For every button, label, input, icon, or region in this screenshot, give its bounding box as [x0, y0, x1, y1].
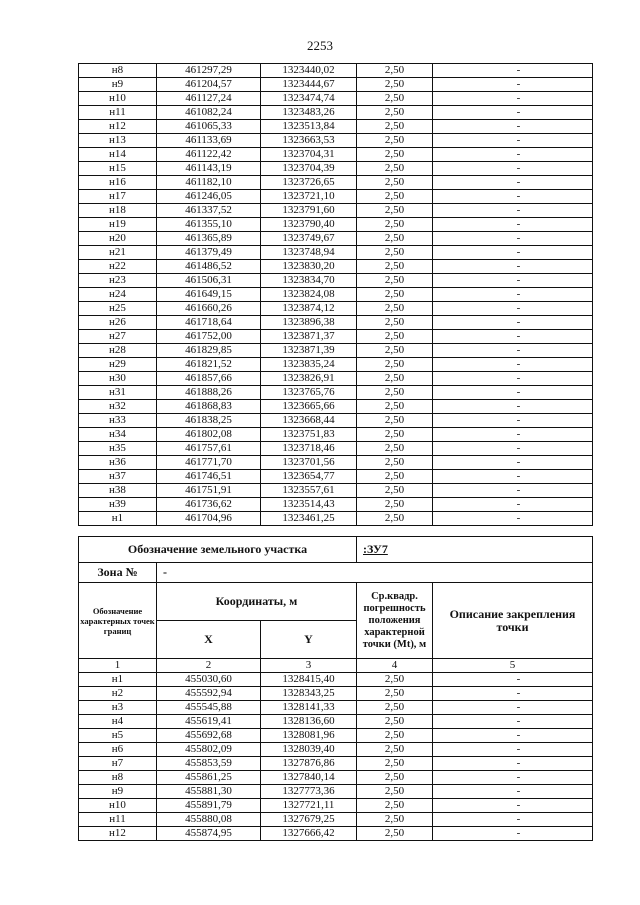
description-cell: - — [433, 687, 593, 701]
x-cell: 461704,96 — [157, 512, 261, 526]
accuracy-cell: 2,50 — [357, 785, 433, 799]
description-cell: - — [433, 785, 593, 799]
y-cell: 1323704,31 — [261, 148, 357, 162]
accuracy-cell: 2,50 — [357, 232, 433, 246]
x-cell: 461379,49 — [157, 246, 261, 260]
y-cell: 1323751,83 — [261, 428, 357, 442]
x-cell: 461718,64 — [157, 316, 261, 330]
x-cell: 461868,83 — [157, 400, 261, 414]
point-id-cell: н30 — [79, 372, 157, 386]
x-cell: 455861,25 — [157, 771, 261, 785]
header-description: Описание закрепления точки — [433, 583, 593, 659]
table-row — [79, 204, 593, 218]
page-number: 2253 — [307, 38, 333, 53]
table-row — [79, 729, 593, 743]
y-cell: 1323513,84 — [261, 120, 357, 134]
y-cell: 1323663,53 — [261, 134, 357, 148]
y-cell: 1323665,66 — [261, 400, 357, 414]
accuracy-cell: 2,50 — [357, 456, 433, 470]
accuracy-cell: 2,50 — [357, 386, 433, 400]
zone-value: - — [157, 563, 593, 583]
description-cell: - — [433, 512, 593, 526]
point-id-cell: н4 — [79, 715, 157, 729]
y-cell: 1323791,60 — [261, 204, 357, 218]
point-id-cell: н21 — [79, 246, 157, 260]
accuracy-cell: 2,50 — [357, 498, 433, 512]
point-id-cell: н1 — [79, 673, 157, 687]
accuracy-cell: 2,50 — [357, 274, 433, 288]
x-cell: 461204,57 — [157, 78, 261, 92]
description-cell: - — [433, 134, 593, 148]
accuracy-cell: 2,50 — [357, 715, 433, 729]
y-cell: 1323718,46 — [261, 442, 357, 456]
x-cell: 455692,68 — [157, 729, 261, 743]
x-cell: 461649,15 — [157, 288, 261, 302]
x-cell: 455030,60 — [157, 673, 261, 687]
table-row — [79, 302, 593, 316]
accuracy-cell: 2,50 — [357, 827, 433, 841]
y-cell: 1323830,20 — [261, 260, 357, 274]
table-row — [79, 120, 593, 134]
x-cell: 455619,41 — [157, 715, 261, 729]
x-cell: 461486,52 — [157, 260, 261, 274]
table-row — [79, 330, 593, 344]
table-row — [79, 260, 593, 274]
description-cell: - — [433, 673, 593, 687]
y-cell: 1327679,25 — [261, 813, 357, 827]
table-row — [79, 470, 593, 484]
y-cell: 1323765,76 — [261, 386, 357, 400]
table-row — [79, 92, 593, 106]
description-cell: - — [433, 232, 593, 246]
point-id-cell: н36 — [79, 456, 157, 470]
table-row — [79, 64, 593, 78]
table-row — [79, 106, 593, 120]
y-cell: 1323514,43 — [261, 498, 357, 512]
accuracy-cell: 2,50 — [357, 414, 433, 428]
description-cell: - — [433, 715, 593, 729]
table-row — [79, 148, 593, 162]
y-cell: 1323726,65 — [261, 176, 357, 190]
description-cell: - — [433, 701, 593, 715]
accuracy-cell: 2,50 — [357, 78, 433, 92]
table-row — [79, 190, 593, 204]
point-id-cell: н17 — [79, 190, 157, 204]
x-cell: 461660,26 — [157, 302, 261, 316]
table-row — [79, 757, 593, 771]
accuracy-cell: 2,50 — [357, 288, 433, 302]
point-id-cell: н34 — [79, 428, 157, 442]
column-number-2: 2 — [157, 659, 261, 673]
description-cell: - — [433, 204, 593, 218]
point-id-cell: н39 — [79, 498, 157, 512]
y-cell: 1323668,44 — [261, 414, 357, 428]
accuracy-cell: 2,50 — [357, 162, 433, 176]
x-cell: 461752,00 — [157, 330, 261, 344]
point-id-cell: н16 — [79, 176, 157, 190]
y-cell: 1323896,38 — [261, 316, 357, 330]
point-id-cell: н8 — [79, 771, 157, 785]
x-cell: 461143,19 — [157, 162, 261, 176]
point-id-cell: н23 — [79, 274, 157, 288]
point-id-cell: н22 — [79, 260, 157, 274]
accuracy-cell: 2,50 — [357, 687, 433, 701]
point-id-cell: н35 — [79, 442, 157, 456]
accuracy-cell: 2,50 — [357, 799, 433, 813]
table-row — [79, 813, 593, 827]
y-cell: 1327840,14 — [261, 771, 357, 785]
accuracy-cell: 2,50 — [357, 134, 433, 148]
y-cell: 1323444,67 — [261, 78, 357, 92]
point-id-cell: н9 — [79, 78, 157, 92]
description-cell: - — [433, 498, 593, 512]
x-cell: 461506,31 — [157, 274, 261, 288]
x-cell: 455874,95 — [157, 827, 261, 841]
description-cell: - — [433, 386, 593, 400]
point-id-cell: н11 — [79, 813, 157, 827]
x-cell: 455891,79 — [157, 799, 261, 813]
table-row — [79, 498, 593, 512]
accuracy-cell: 2,50 — [357, 757, 433, 771]
y-cell: 1323721,10 — [261, 190, 357, 204]
column-number-3: 3 — [261, 659, 357, 673]
coordinates-table-continued — [78, 63, 593, 526]
y-cell: 1327773,36 — [261, 785, 357, 799]
description-cell: - — [433, 92, 593, 106]
point-id-cell: н6 — [79, 743, 157, 757]
accuracy-cell: 2,50 — [357, 190, 433, 204]
table-row — [79, 162, 593, 176]
description-cell: - — [433, 274, 593, 288]
description-cell: - — [433, 372, 593, 386]
description-cell: - — [433, 148, 593, 162]
table-row — [79, 673, 593, 687]
y-cell: 1328141,33 — [261, 701, 357, 715]
column-number-4: 4 — [357, 659, 433, 673]
description-cell: - — [433, 190, 593, 204]
point-id-cell: н12 — [79, 120, 157, 134]
accuracy-cell: 2,50 — [357, 442, 433, 456]
y-cell: 1323834,70 — [261, 274, 357, 288]
point-id-cell: н28 — [79, 344, 157, 358]
accuracy-cell: 2,50 — [357, 484, 433, 498]
accuracy-cell: 2,50 — [357, 106, 433, 120]
table-row — [79, 358, 593, 372]
y-cell: 1327876,86 — [261, 757, 357, 771]
table-row — [79, 414, 593, 428]
description-cell: - — [433, 827, 593, 841]
table-row — [79, 232, 593, 246]
table-row — [79, 218, 593, 232]
table-row — [79, 701, 593, 715]
x-cell: 461771,70 — [157, 456, 261, 470]
y-cell: 1323871,37 — [261, 330, 357, 344]
accuracy-cell: 2,50 — [357, 92, 433, 106]
description-cell: - — [433, 316, 593, 330]
y-cell: 1328039,40 — [261, 743, 357, 757]
description-cell: - — [433, 414, 593, 428]
x-cell: 455881,30 — [157, 785, 261, 799]
accuracy-cell: 2,50 — [357, 64, 433, 78]
x-cell: 455545,88 — [157, 701, 261, 715]
y-cell: 1327666,42 — [261, 827, 357, 841]
y-cell: 1323461,25 — [261, 512, 357, 526]
table-row — [79, 400, 593, 414]
x-cell: 461182,10 — [157, 176, 261, 190]
point-id-cell: н24 — [79, 288, 157, 302]
accuracy-cell: 2,50 — [357, 701, 433, 715]
point-id-cell: н15 — [79, 162, 157, 176]
x-cell: 461821,52 — [157, 358, 261, 372]
description-cell: - — [433, 176, 593, 190]
table-row — [79, 288, 593, 302]
accuracy-cell: 2,50 — [357, 218, 433, 232]
x-cell: 461127,24 — [157, 92, 261, 106]
table-row — [79, 78, 593, 92]
column-number-1: 1 — [79, 659, 157, 673]
accuracy-cell: 2,50 — [357, 260, 433, 274]
y-cell: 1323483,26 — [261, 106, 357, 120]
point-id-cell: н7 — [79, 757, 157, 771]
description-cell: - — [433, 470, 593, 484]
point-id-cell: н1 — [79, 512, 157, 526]
point-id-cell: н27 — [79, 330, 157, 344]
x-cell: 461133,69 — [157, 134, 261, 148]
zone-row — [78, 562, 593, 583]
x-cell: 461829,85 — [157, 344, 261, 358]
point-id-cell: н5 — [79, 729, 157, 743]
x-cell: 461838,25 — [157, 414, 261, 428]
x-cell: 461365,89 — [157, 232, 261, 246]
description-cell: - — [433, 813, 593, 827]
column-number-row — [79, 659, 593, 673]
description-cell: - — [433, 288, 593, 302]
description-cell: - — [433, 743, 593, 757]
table-row — [79, 484, 593, 498]
description-cell: - — [433, 260, 593, 274]
description-cell: - — [433, 757, 593, 771]
table-row — [79, 771, 593, 785]
accuracy-cell: 2,50 — [357, 246, 433, 260]
x-cell: 461297,29 — [157, 64, 261, 78]
x-cell: 461065,33 — [157, 120, 261, 134]
accuracy-cell: 2,50 — [357, 729, 433, 743]
x-cell: 461122,42 — [157, 148, 261, 162]
x-cell: 461337,52 — [157, 204, 261, 218]
y-cell: 1323871,39 — [261, 344, 357, 358]
x-cell: 461888,26 — [157, 386, 261, 400]
accuracy-cell: 2,50 — [357, 428, 433, 442]
x-cell: 461355,10 — [157, 218, 261, 232]
table-row — [79, 442, 593, 456]
point-id-cell: н3 — [79, 701, 157, 715]
point-id-cell: н26 — [79, 316, 157, 330]
header-accuracy: Ср.квадр. погрешность положения характерной точки (Mt), м — [357, 583, 433, 659]
y-cell: 1327721,11 — [261, 799, 357, 813]
accuracy-cell: 2,50 — [357, 204, 433, 218]
description-cell: - — [433, 246, 593, 260]
description-cell: - — [433, 120, 593, 134]
table-row — [79, 428, 593, 442]
header-y: Y — [261, 621, 357, 659]
accuracy-cell: 2,50 — [357, 372, 433, 386]
description-cell: - — [433, 162, 593, 176]
accuracy-cell: 2,50 — [357, 316, 433, 330]
y-cell: 1323440,02 — [261, 64, 357, 78]
description-cell: - — [433, 442, 593, 456]
point-id-cell: н37 — [79, 470, 157, 484]
accuracy-cell: 2,50 — [357, 358, 433, 372]
y-cell: 1323557,61 — [261, 484, 357, 498]
point-id-cell: н18 — [79, 204, 157, 218]
table-row — [79, 176, 593, 190]
x-cell: 455853,59 — [157, 757, 261, 771]
y-cell: 1323654,77 — [261, 470, 357, 484]
description-cell: - — [433, 64, 593, 78]
y-cell: 1323704,39 — [261, 162, 357, 176]
x-cell: 461746,51 — [157, 470, 261, 484]
point-id-cell: н9 — [79, 785, 157, 799]
column-number-5: 5 — [433, 659, 593, 673]
y-cell: 1323701,56 — [261, 456, 357, 470]
accuracy-cell: 2,50 — [357, 120, 433, 134]
y-cell: 1323474,74 — [261, 92, 357, 106]
description-cell: - — [433, 771, 593, 785]
table-row — [79, 785, 593, 799]
point-id-cell: н12 — [79, 827, 157, 841]
parcel-designation-row — [78, 536, 593, 563]
point-id-cell: н38 — [79, 484, 157, 498]
parcel-label: Обозначение земельного участка — [79, 537, 357, 563]
table-row — [79, 344, 593, 358]
table-row — [79, 512, 593, 526]
table-row — [79, 799, 593, 813]
x-cell: 461246,05 — [157, 190, 261, 204]
accuracy-cell: 2,50 — [357, 771, 433, 785]
accuracy-cell: 2,50 — [357, 470, 433, 484]
point-id-cell: н31 — [79, 386, 157, 400]
x-cell: 455592,94 — [157, 687, 261, 701]
accuracy-cell: 2,50 — [357, 400, 433, 414]
description-cell: - — [433, 484, 593, 498]
y-cell: 1323826,91 — [261, 372, 357, 386]
point-id-cell: н25 — [79, 302, 157, 316]
table-row — [79, 687, 593, 701]
y-cell: 1323748,94 — [261, 246, 357, 260]
accuracy-cell: 2,50 — [357, 330, 433, 344]
table-row — [79, 386, 593, 400]
y-cell: 1328343,25 — [261, 687, 357, 701]
description-cell: - — [433, 344, 593, 358]
x-cell: 461082,24 — [157, 106, 261, 120]
point-id-cell: н14 — [79, 148, 157, 162]
y-cell: 1323749,67 — [261, 232, 357, 246]
zone-label: Зона № — [79, 563, 157, 583]
description-cell: - — [433, 400, 593, 414]
point-id-cell: н20 — [79, 232, 157, 246]
table-row — [79, 316, 593, 330]
point-id-cell: н32 — [79, 400, 157, 414]
description-cell: - — [433, 456, 593, 470]
accuracy-cell: 2,50 — [357, 673, 433, 687]
y-cell: 1323874,12 — [261, 302, 357, 316]
accuracy-cell: 2,50 — [357, 344, 433, 358]
point-id-cell: н10 — [79, 92, 157, 106]
point-id-cell: н29 — [79, 358, 157, 372]
point-id-cell: н33 — [79, 414, 157, 428]
description-cell: - — [433, 428, 593, 442]
point-id-cell: н19 — [79, 218, 157, 232]
description-cell: - — [433, 302, 593, 316]
y-cell: 1323824,08 — [261, 288, 357, 302]
y-cell: 1328081,96 — [261, 729, 357, 743]
description-cell: - — [433, 799, 593, 813]
table-row — [79, 456, 593, 470]
header-x: X — [157, 621, 261, 659]
table-row — [79, 246, 593, 260]
table-row — [79, 274, 593, 288]
point-id-cell: н11 — [79, 106, 157, 120]
accuracy-cell: 2,50 — [357, 302, 433, 316]
table-row — [79, 827, 593, 841]
point-id-cell: н10 — [79, 799, 157, 813]
description-cell: - — [433, 106, 593, 120]
x-cell: 461751,91 — [157, 484, 261, 498]
description-cell: - — [433, 358, 593, 372]
table-row — [79, 743, 593, 757]
x-cell: 461757,61 — [157, 442, 261, 456]
parcel-value: :ЗУ7 — [357, 537, 593, 563]
x-cell: 461857,66 — [157, 372, 261, 386]
accuracy-cell: 2,50 — [357, 743, 433, 757]
y-cell: 1323790,40 — [261, 218, 357, 232]
description-cell: - — [433, 78, 593, 92]
header-coordinates: Координаты, м — [157, 583, 357, 621]
point-id-cell: н8 — [79, 64, 157, 78]
point-id-cell: н2 — [79, 687, 157, 701]
x-cell: 461802,08 — [157, 428, 261, 442]
coordinates-table-zu7 — [78, 582, 593, 841]
point-id-cell: н13 — [79, 134, 157, 148]
x-cell: 455802,09 — [157, 743, 261, 757]
table-row — [79, 372, 593, 386]
x-cell: 461736,62 — [157, 498, 261, 512]
y-cell: 1328136,60 — [261, 715, 357, 729]
y-cell: 1328415,40 — [261, 673, 357, 687]
accuracy-cell: 2,50 — [357, 176, 433, 190]
description-cell: - — [433, 729, 593, 743]
x-cell: 455880,08 — [157, 813, 261, 827]
y-cell: 1323835,24 — [261, 358, 357, 372]
description-cell: - — [433, 218, 593, 232]
table-row — [79, 715, 593, 729]
accuracy-cell: 2,50 — [357, 148, 433, 162]
table-row — [79, 134, 593, 148]
accuracy-cell: 2,50 — [357, 512, 433, 526]
description-cell: - — [433, 330, 593, 344]
header-point-designation: Обозначение характерных точек границ — [79, 583, 157, 659]
accuracy-cell: 2,50 — [357, 813, 433, 827]
